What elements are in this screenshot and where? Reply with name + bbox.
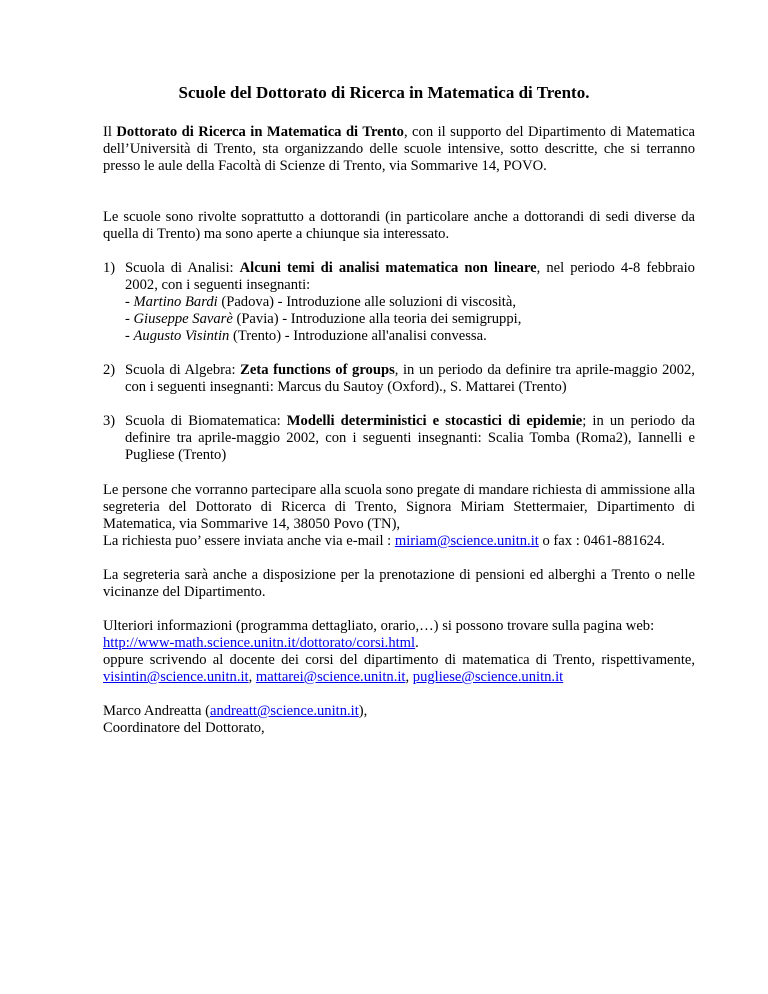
email-link-visintin[interactable]: visintin@science.unitn.it — [103, 669, 249, 685]
school-biomatematica: 3) Scuola di Biomatematica: Modelli deterministici e stocastici di epidemie; in un periodo da definire tra aprile-maggio 2002, con i seguenti insegnanti: Scalia Tomba (Roma2), Iannelli e Pugliese (Trento) — [103, 413, 695, 463]
email-link-miriam[interactable]: miriam@science.unitn.it — [394, 533, 539, 549]
list-number: 3) — [103, 413, 116, 429]
signature: Marco Andreatta (andreatt@science.unitn.it), Coordinatore del Dottorato, — [103, 703, 368, 736]
teacher-name: Giuseppe Savarè — [133, 311, 233, 327]
application-paragraph: Le persone che vorranno partecipare alla scuola sono pregate di mandare richiesta di ammissione alla segreteria del Dottorato di Ricerca di Trento, Signora Miriam Stettermaier, Dipartimento di Matematica, via Sommarive 14, 38050 Povo (TN), La richiesta puo’ essere inviata anche via e-mail : miriam@science.unitn.it o fax : 0461-881624. — [103, 482, 695, 549]
program-name: Dottorato di Ricerca in Matematica di Trento — [116, 124, 404, 140]
info-paragraph: Ulteriori informazioni (programma dettagliato, orario,…) si possono trovare sulla pagina web: http://www-math.science.unitn.it/dottorato/corsi.html. oppure scrivendo al docente dei corsi del dipartimento di matematica di Trento, rispettivamente, visintin@science.unitn.it, mattarei@science.unitn.it, pugliese@science.unitn.it — [103, 618, 695, 685]
teacher-line: - Augusto Visintin (Trento) - Introduzione all'analisi convessa. — [125, 328, 487, 344]
signature-role: Coordinatore del Dottorato, — [103, 720, 265, 736]
audience-paragraph: Le scuole sono rivolte soprattutto a dottorandi (in particolare anche a dottorandi di sedi diverse da quella di Trento) ma sono aperte a chiunque sia interessato. — [103, 209, 695, 242]
list-number: 1) — [103, 260, 116, 276]
school-title: Modelli deterministici e stocastici di epidemie — [286, 413, 583, 429]
teacher-line: - Giuseppe Savarè (Pavia) - Introduzione alla teoria dei semigruppi, — [125, 311, 522, 327]
school-title: Alcuni temi di analisi matematica non lineare — [239, 260, 537, 276]
email-link-pugliese[interactable]: pugliese@science.unitn.it — [412, 669, 564, 685]
school-title: Zeta functions of groups — [240, 362, 395, 378]
school-analisi: 1) Scuola di Analisi: Alcuni temi di analisi matematica non lineare, nel periodo 4-8 febbraio 2002, con i seguenti insegnanti: - Martino Bardi (Padova) - Introduzione alle soluzioni di viscosità, - Giuseppe Savarè (Pavia) - Introduzione alla teoria dei semigruppi, - Augusto Visintin (Trento) - Introduzione all'analisi convessa. — [103, 260, 695, 344]
list-number: 2) — [103, 362, 116, 378]
school-algebra: 2) Scuola di Algebra: Zeta functions of groups, in un periodo da definire tra aprile-maggio 2002, con i seguenti insegnanti: Marcus du Sautoy (Oxford)., S. Mattarei (Trento) — [103, 362, 695, 395]
email-link-mattarei[interactable]: mattarei@science.unitn.it — [255, 669, 406, 685]
course-page-link[interactable]: http://www-math.science.unitn.it/dottorato/corsi.html — [103, 635, 416, 651]
lodging-paragraph: La segreteria sarà anche a disposizione per la prenotazione di pensioni ed alberghi a Trento o nelle vicinanze del Dipartimento. — [103, 567, 695, 600]
document-title: Scuole del Dottorato di Ricerca in Matematica di Trento. — [178, 83, 590, 102]
teacher-name: Martino Bardi — [133, 294, 218, 310]
email-link-andreatta[interactable]: andreatt@science.unitn.it — [209, 703, 359, 719]
teacher-line: - Martino Bardi (Padova) - Introduzione alle soluzioni di viscosità, — [125, 294, 516, 310]
intro-paragraph: Il Dottorato di Ricerca in Matematica di Trento, con il supporto del Dipartimento di Matematica dell’Università di Trento, sta organizzando delle scuole intensive, sotto descritte, che si terranno presso le aule della Facoltà di Scienze di Trento, via Sommarive 14, POVO. — [103, 124, 695, 174]
teacher-name: Augusto Visintin — [133, 328, 230, 344]
